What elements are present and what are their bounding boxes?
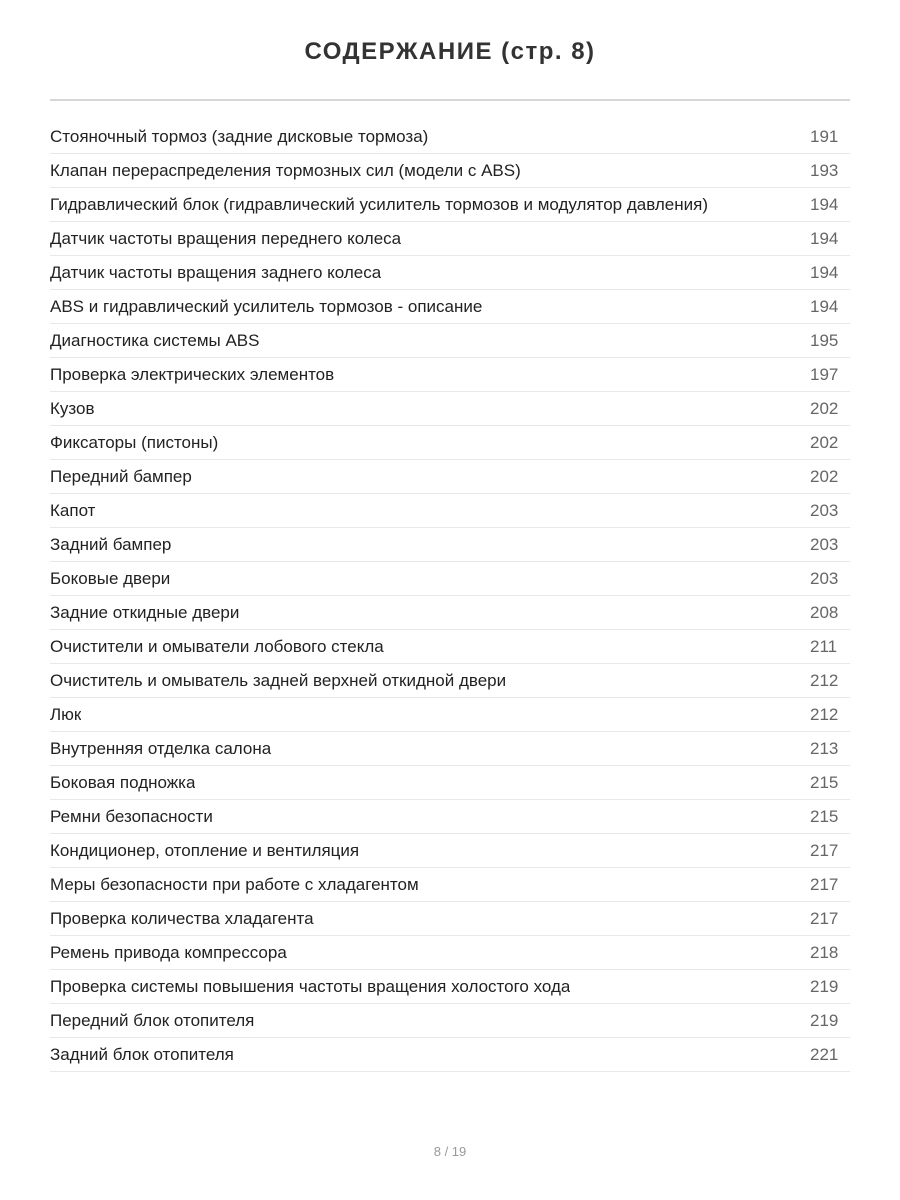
toc-entry-title[interactable]: Меры безопасности при работе с хладагентом [50, 874, 419, 894]
toc-entry[interactable] [50, 528, 850, 562]
toc-entry[interactable] [50, 868, 850, 902]
page-title: СОДЕРЖАНИЕ (стр. 8) [304, 38, 596, 65]
toc-entry[interactable] [50, 834, 850, 868]
toc-entry[interactable] [50, 1038, 850, 1072]
toc-entry[interactable] [50, 596, 850, 630]
toc-entry[interactable] [50, 664, 850, 698]
toc-entry-page-number: 203 [810, 500, 839, 520]
toc-entry-title[interactable]: Очиститель и омыватель задней верхней откидной двери [50, 670, 507, 690]
toc-entry-title[interactable]: Стояночный тормоз (задние дисковые тормоза) [50, 126, 429, 146]
toc-entry-title[interactable]: Кондиционер, отопление и вентиляция [50, 840, 360, 860]
toc-entry-page-number: 195 [810, 330, 839, 350]
toc-entry-page-number: 215 [810, 772, 839, 792]
toc-entry-page-number: 194 [810, 228, 839, 248]
toc-entry-page-number: 194 [810, 296, 839, 316]
toc-entry[interactable] [50, 698, 850, 732]
toc-entry-page-number: 218 [810, 942, 839, 962]
toc-entry[interactable] [50, 154, 850, 188]
toc-entry-page-number: 208 [810, 602, 839, 622]
toc-entry-title[interactable]: Проверка электрических элементов [50, 364, 335, 384]
toc-entry-title[interactable]: Боковые двери [50, 568, 171, 588]
toc-entry[interactable] [50, 630, 850, 664]
toc-entry-page-number: 202 [810, 432, 839, 452]
toc-entry[interactable] [50, 290, 850, 324]
toc-entry[interactable] [50, 426, 850, 460]
toc-entry[interactable] [50, 800, 850, 834]
toc-entry-page-number: 202 [810, 398, 839, 418]
toc-entry-title[interactable]: Проверка системы повышения частоты вращения холостого хода [50, 976, 571, 996]
toc-entry[interactable] [50, 1004, 850, 1038]
toc-entry-page-number: 211 [810, 636, 838, 656]
toc-entry[interactable] [50, 120, 850, 154]
toc-entry-page-number: 219 [810, 976, 839, 996]
toc-entry[interactable] [50, 358, 850, 392]
toc-entry-title[interactable]: Передний блок отопителя [50, 1010, 255, 1030]
toc-entry-title[interactable]: Внутренняя отделка салона [50, 738, 272, 758]
toc-entry-title[interactable]: Ремни безопасности [50, 806, 213, 826]
toc-entry-page-number: 191 [810, 126, 839, 146]
toc-entry[interactable] [50, 324, 850, 358]
toc-entry-title[interactable]: Фиксаторы (пистоны) [50, 432, 219, 452]
toc-entry-title[interactable]: Задний бампер [50, 534, 172, 554]
toc-entry-title[interactable]: Датчик частоты вращения заднего колеса [50, 262, 382, 282]
toc-entry-title[interactable]: Клапан перераспределения тормозных сил (модели с ABS) [50, 160, 521, 180]
toc-entry[interactable] [50, 732, 850, 766]
toc-list [50, 120, 850, 1072]
toc-entry-title[interactable]: Ремень привода компрессора [50, 942, 287, 962]
toc-entry[interactable] [50, 936, 850, 970]
title-divider [50, 99, 850, 101]
toc-entry-title[interactable]: Передний бампер [50, 466, 192, 486]
toc-entry-title[interactable]: Гидравлический блок (гидравлический усилитель тормозов и модулятор давления) [50, 194, 709, 214]
toc-entry-title[interactable]: Кузов [50, 398, 95, 418]
toc-entry-title[interactable]: Капот [50, 500, 96, 520]
toc-entry-title[interactable]: ABS и гидравлический усилитель тормозов - описание [50, 296, 483, 316]
toc-entry-title[interactable]: Диагностика системы ABS [50, 330, 260, 350]
page-indicator: 8 / 19 [433, 1144, 467, 1159]
toc-entry-page-number: 203 [810, 568, 839, 588]
toc-entry[interactable] [50, 392, 850, 426]
toc-entry-page-number: 215 [810, 806, 839, 826]
toc-entry[interactable] [50, 188, 850, 222]
toc-entry-page-number: 221 [810, 1044, 839, 1064]
toc-entry-title[interactable]: Задние откидные двери [50, 602, 240, 622]
toc-entry[interactable] [50, 766, 850, 800]
toc-entry-title[interactable]: Датчик частоты вращения переднего колеса [50, 228, 402, 248]
toc-entry-page-number: 202 [810, 466, 839, 486]
toc-entry-page-number: 212 [810, 704, 839, 724]
toc-entry-title[interactable]: Задний блок отопителя [50, 1044, 234, 1064]
toc-entry[interactable] [50, 222, 850, 256]
toc-entry-page-number: 194 [810, 262, 839, 282]
toc-entry-page-number: 219 [810, 1010, 839, 1030]
toc-entry[interactable] [50, 460, 850, 494]
toc-entry-page-number: 193 [810, 160, 839, 180]
toc-entry-title[interactable]: Очистители и омыватели лобового стекла [50, 636, 384, 656]
toc-entry-page-number: 213 [810, 738, 839, 758]
toc-entry[interactable] [50, 902, 850, 936]
toc-entry[interactable] [50, 256, 850, 290]
toc-entry-page-number: 194 [810, 194, 839, 214]
toc-entry-page-number: 197 [810, 364, 839, 384]
toc-entry-title[interactable]: Проверка количества хладагента [50, 908, 314, 928]
toc-entry-page-number: 217 [810, 908, 839, 928]
toc-entry-page-number: 203 [810, 534, 839, 554]
toc-entry[interactable] [50, 970, 850, 1004]
toc-entry-title[interactable]: Боковая подножка [50, 772, 196, 792]
toc-entry-page-number: 217 [810, 874, 839, 894]
toc-entry[interactable] [50, 562, 850, 596]
toc-entry[interactable] [50, 494, 850, 528]
toc-entry-title[interactable]: Люк [50, 704, 82, 724]
toc-entry-page-number: 212 [810, 670, 839, 690]
toc-entry-page-number: 217 [810, 840, 839, 860]
